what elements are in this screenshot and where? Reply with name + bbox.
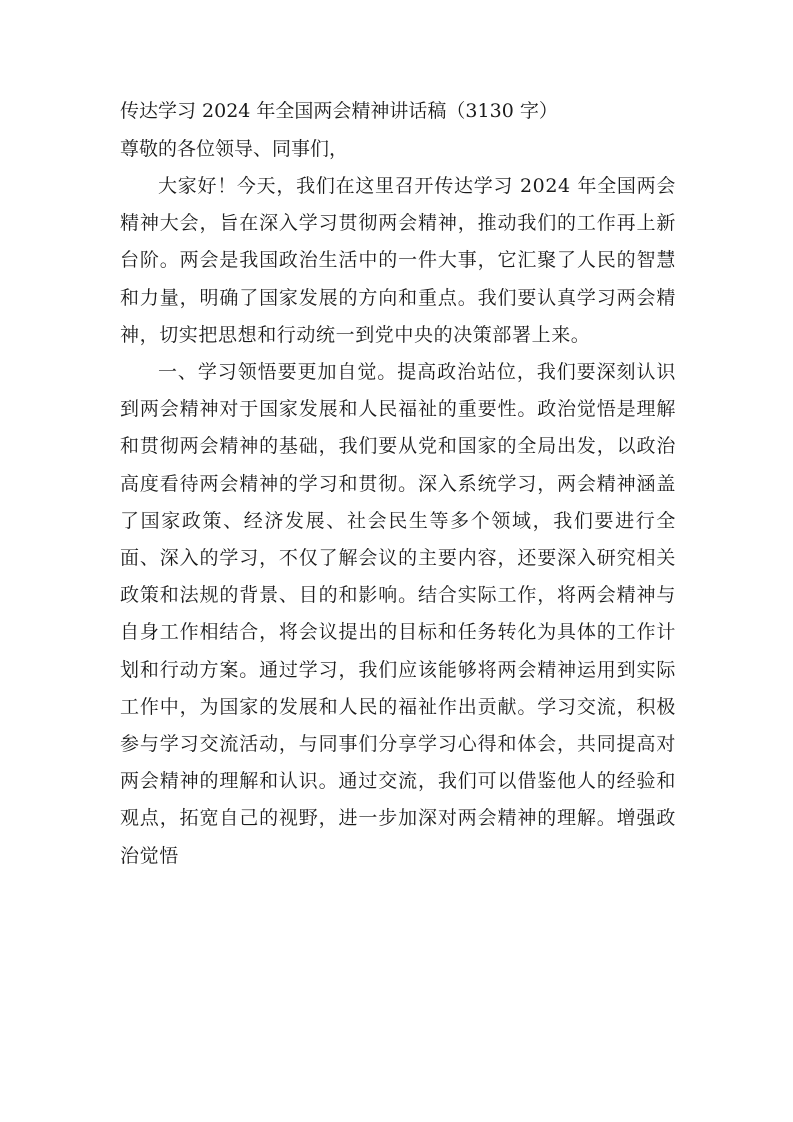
paragraph-section-one: 一、学习领悟要更加自觉。提高政治站位，我们要深刻认识到两会精神对于国家发展和人民福祉的重要性。政治觉悟是理解和贯彻两会精神的基础，我们要从党和国家的全局出发，以政治高度看待两会精神的学习和贯彻。深入系统学习，两会精神涵盖了国家政策、经济发展、社会民生等多个领域，我们要进行全面、深入的学习，不仅了解会议的主要内容，还要深入研究相关政策和法规的背景、目的和影响。结合实际工作，将两会精神与自身工作相结合，将会议提出的目标和任务转化为具体的工作计划和行动方案。通过学习，我们应该能够将两会精神运用到实际工作中，为国家的发展和人民的福祉作出贡献。学习交流，积极参与学习交流活动，与同事们分享学习心得和体会，共同提高对两会精神的理解和认识。通过交流，我们可以借鉴他人的经验和观点，拓宽自己的视野，进一步加深对两会精神的理解。增强政治觉悟 <box>120 361 676 867</box>
paragraph-opening: 大家好！今天，我们在这里召开传达学习 2024 年全国两会精神大会，旨在深入学习贯彻两会精神，推动我们的工作再上新台阶。两会是我国政治生活中的一件大事，它汇聚了人民的智慧和力量，明确了国家发展的方向和重点。我们要认真学习两会精神，切实把思想和行动统一到党中央的决策部署上来。 <box>120 175 676 346</box>
greeting-line: 尊敬的各位领导、同事们， <box>120 138 349 160</box>
document-title: 传达学习 2024 年全国两会精神讲话稿（3130 字） <box>120 100 558 122</box>
document-body <box>120 92 676 875</box>
